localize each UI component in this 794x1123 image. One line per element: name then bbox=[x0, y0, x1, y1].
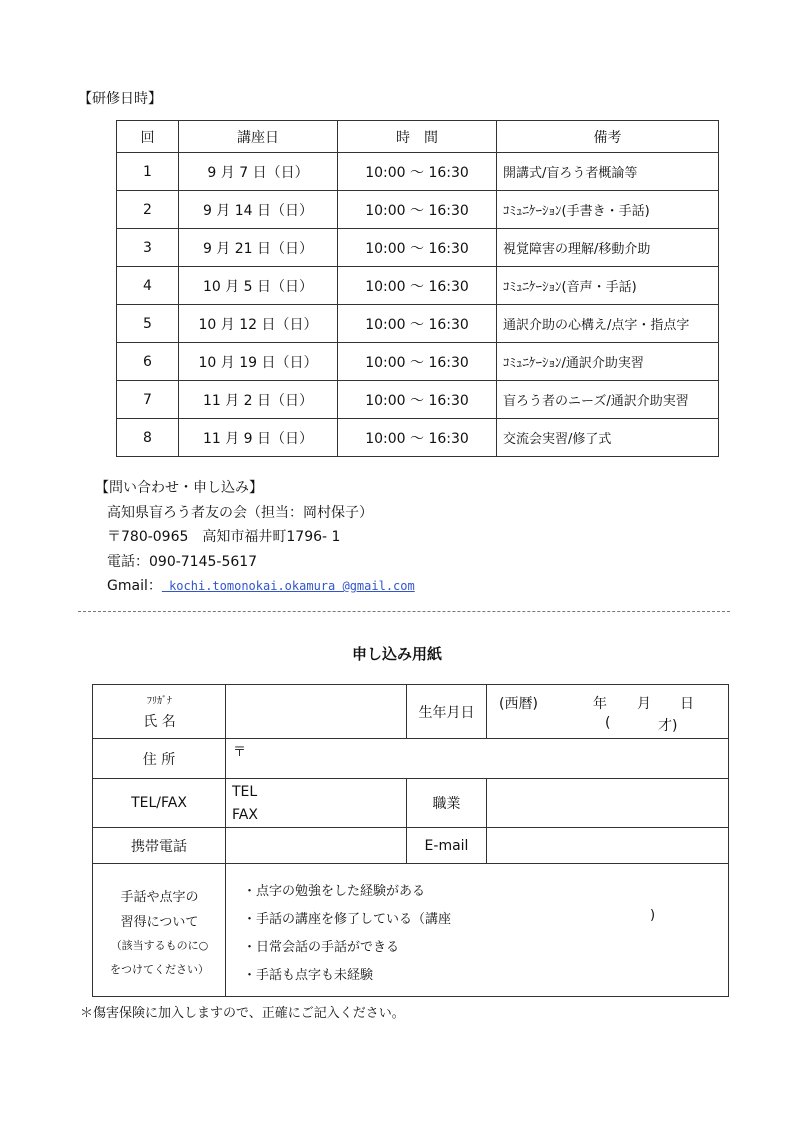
contact-phone: 電話：090-7145-5617 bbox=[107, 553, 258, 570]
row-time: 10:00 ～ 16:30 bbox=[338, 305, 497, 343]
schedule-title: 【研修日時】 bbox=[78, 91, 162, 107]
skill-option[interactable]: ・日常会話の手話ができる bbox=[243, 940, 400, 955]
table-header-row bbox=[117, 121, 719, 153]
footnote: ＊傷害保険に加入しますので、正確にご記入ください。 bbox=[80, 1006, 405, 1021]
birth-label: 生年月日 bbox=[407, 685, 487, 739]
row-date: 9 月 21 日（日） bbox=[179, 229, 338, 267]
contact-address: 〒780-0965 高知市福井町1796- 1 bbox=[107, 529, 341, 545]
skill-label-line2: 習得について bbox=[120, 915, 199, 930]
gmail-label: Gmail： bbox=[107, 578, 162, 594]
row-date: 9 月 14 日（日） bbox=[179, 191, 338, 229]
row-note: 盲ろう者のニーズ/通訳介助実習 bbox=[497, 381, 719, 419]
era-label: (西暦) bbox=[499, 696, 538, 712]
skill-option[interactable]: ・手話の講座を修了している（講座 bbox=[243, 912, 452, 927]
skill-label-cell bbox=[93, 864, 226, 996]
row-date: 10 月 12 日（日） bbox=[179, 305, 338, 343]
header-note: 備考 bbox=[497, 121, 719, 153]
row-note: ｺﾐｭﾆｹｰｼｮﾝ(手書き・手話) bbox=[497, 191, 719, 229]
table-row bbox=[117, 381, 719, 419]
row-date: 11 月 9 日（日） bbox=[179, 419, 338, 457]
table-row bbox=[117, 343, 719, 381]
birth-input[interactable] bbox=[487, 685, 728, 739]
header-no: 回 bbox=[117, 121, 179, 153]
contact-org: 高知県盲ろう者友の会（担当：岡村保子） bbox=[107, 504, 373, 521]
row-time: 10:00 ～ 16:30 bbox=[338, 191, 497, 229]
telfax-input[interactable] bbox=[226, 779, 407, 828]
name-label: 氏 名 bbox=[143, 714, 176, 730]
row-time: 10:00 ～ 16:30 bbox=[338, 267, 497, 305]
row-no: 7 bbox=[117, 381, 179, 419]
row-no: 3 bbox=[117, 229, 179, 267]
year-label: 年 bbox=[593, 696, 607, 712]
table-row bbox=[117, 229, 719, 267]
row-no: 1 bbox=[117, 153, 179, 191]
row-time: 10:00 ～ 16:30 bbox=[338, 153, 497, 191]
postal-mark: 〒 bbox=[233, 745, 247, 760]
row-no: 6 bbox=[117, 343, 179, 381]
furigana-label: ﾌﾘｶﾞﾅ bbox=[147, 696, 172, 707]
row-no: 2 bbox=[117, 191, 179, 229]
table-row bbox=[117, 267, 719, 305]
row-note: 交流会実習/修了式 bbox=[497, 419, 719, 457]
row-no: 4 bbox=[117, 267, 179, 305]
skill-option-close: ) bbox=[650, 908, 656, 923]
skill-label-line3: （該当するものに○ bbox=[110, 939, 209, 952]
job-input[interactable] bbox=[487, 779, 728, 828]
header-time: 時 間 bbox=[338, 121, 497, 153]
header-date: 講座日 bbox=[179, 121, 338, 153]
fax-label: FAX bbox=[232, 807, 258, 823]
row-note: 視覚障害の理解/移動介助 bbox=[497, 229, 719, 267]
row-no: 8 bbox=[117, 419, 179, 457]
table-row bbox=[117, 191, 719, 229]
email-label: E-mail bbox=[407, 828, 487, 864]
form-title: 申し込み用紙 bbox=[351, 645, 442, 663]
row-date: 10 月 19 日（日） bbox=[179, 343, 338, 381]
name-label-cell bbox=[93, 685, 226, 739]
table-row bbox=[117, 153, 719, 191]
application-form bbox=[92, 684, 729, 997]
tel-label: TEL bbox=[232, 784, 258, 800]
row-note: 開講式/盲ろう者概論等 bbox=[497, 153, 719, 191]
month-label: 月 bbox=[637, 696, 651, 712]
row-no: 5 bbox=[117, 305, 179, 343]
job-label: 職業 bbox=[407, 779, 487, 828]
mobile-label: 携帯電話 bbox=[93, 828, 226, 864]
row-time: 10:00 ～ 16:30 bbox=[338, 343, 497, 381]
table-row bbox=[117, 305, 719, 343]
address-label: 住 所 bbox=[93, 739, 226, 779]
row-time: 10:00 ～ 16:30 bbox=[338, 419, 497, 457]
telfax-label: TEL/FAX bbox=[93, 779, 226, 828]
day-label: 日 bbox=[680, 696, 694, 712]
email-input[interactable] bbox=[487, 828, 728, 864]
cut-line bbox=[78, 611, 730, 612]
row-time: 10:00 ～ 16:30 bbox=[338, 229, 497, 267]
age-open: ( bbox=[605, 715, 611, 731]
age-close: 才) bbox=[658, 718, 678, 734]
contact-block bbox=[95, 476, 415, 599]
address-input[interactable] bbox=[226, 739, 728, 779]
table-row bbox=[117, 419, 719, 457]
skill-label-line1: 手話や点字の bbox=[120, 890, 199, 905]
row-date: 10 月 5 日（日） bbox=[179, 267, 338, 305]
skill-option[interactable]: ・点字の勉強をした経験がある bbox=[243, 884, 426, 899]
row-time: 10:00 ～ 16:30 bbox=[338, 381, 497, 419]
gmail-link[interactable]: kochi.tomonokai.okamura @gmail.com bbox=[161, 579, 415, 593]
skill-option[interactable]: ・手話も点字も未経験 bbox=[243, 968, 374, 983]
row-note: 通訳介助の心構え/点字・指点字 bbox=[497, 305, 719, 343]
contact-title: 【問い合わせ・申し込み】 bbox=[95, 480, 263, 496]
row-date: 11 月 2 日（日） bbox=[179, 381, 338, 419]
row-date: 9 月 7 日（日） bbox=[179, 153, 338, 191]
name-input[interactable] bbox=[226, 685, 407, 739]
row-note: ｺﾐｭﾆｹｰｼｮﾝ(音声・手話) bbox=[497, 267, 719, 305]
row-note: ｺﾐｭﾆｹｰｼｮﾝ/通訳介助実習 bbox=[497, 343, 719, 381]
mobile-input[interactable] bbox=[226, 828, 407, 864]
skill-label-line4: をつけてください） bbox=[110, 963, 209, 976]
skill-options bbox=[226, 864, 728, 996]
contact-gmail-row bbox=[95, 574, 415, 599]
schedule-table bbox=[116, 120, 719, 457]
